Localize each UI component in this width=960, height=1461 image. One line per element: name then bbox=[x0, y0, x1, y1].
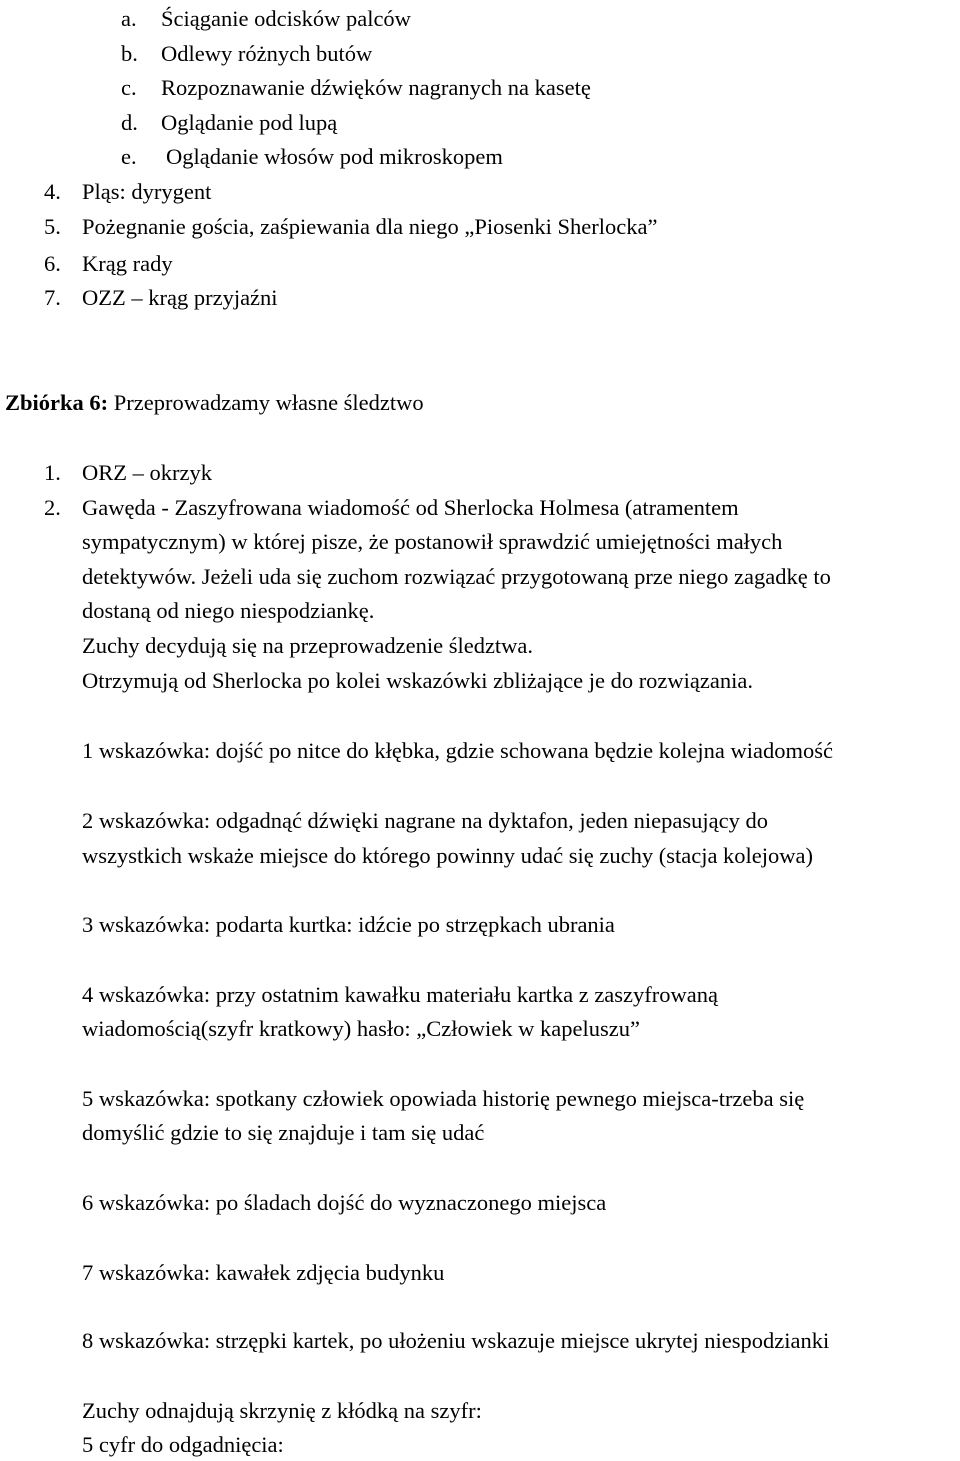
hint-line: 1 wskazówka: dojść po nitce do kłębka, gdzie schowana będzie kolejna wiadomość bbox=[82, 738, 834, 763]
hint-line: 3 wskazówka: podarta kurtka: idźcie po strzępkach ubrania bbox=[82, 912, 615, 937]
hint-line: wszystkich wskaże miejsce do którego powinny udać się zuchy (stacja kolejowa) bbox=[82, 843, 814, 868]
section-heading bbox=[5, 392, 424, 415]
paragraph-line: Zuchy decydują się na przeprowadzenie śledztwa. bbox=[82, 633, 534, 658]
hint-line: 5 wskazówka: spotkany człowiek opowiada historię pewnego miejsca-trzeba się bbox=[82, 1086, 805, 1111]
hint-line: wiadomością(szyfr kratkowy) hasło: „Człowiek w kapeluszu” bbox=[82, 1016, 640, 1041]
paragraph-line: Otrzymują od Sherlocka po kolei wskazówki zbliżające je do rozwiązania. bbox=[82, 668, 753, 693]
hint-line: 6 wskazówka: po śladach dojść do wyznaczonego miejsca bbox=[82, 1190, 607, 1215]
closing-line: Zuchy odnajdują skrzynię z kłódką na szyfr: bbox=[82, 1398, 482, 1423]
paragraph-line: sympatycznym) w której pisze, że postanowił sprawdzić umiejętności małych bbox=[82, 529, 783, 554]
hint-line: 4 wskazówka: przy ostatnim kawałku materiału kartka z zaszyfrowaną bbox=[82, 982, 718, 1007]
paragraph-line: detektywów. Jeżeli uda się zuchom rozwiązać przygotowaną prze niego zagadkę to bbox=[82, 564, 831, 589]
hint-line: 8 wskazówka: strzępki kartek, po ułożeniu wskazuje miejsce ukrytej niespodzianki bbox=[82, 1328, 830, 1353]
hint-line: 7 wskazówka: kawałek zdjęcia budynku bbox=[82, 1260, 445, 1285]
heading-label: Zbiórka 6: bbox=[5, 390, 109, 415]
closing-line: 5 cyfr do odgadnięcia: bbox=[82, 1432, 284, 1457]
hint-line: domyślić gdzie to się znajduje i tam się udać bbox=[82, 1120, 485, 1145]
heading-title: Przeprowadzamy własne śledztwo bbox=[108, 390, 424, 415]
hint-line: 2 wskazówka: odgadnąć dźwięki nagrane na dyktafon, jeden niepasujący do bbox=[82, 808, 768, 833]
paragraph-line: dostaną od niego niespodziankę. bbox=[82, 598, 375, 623]
